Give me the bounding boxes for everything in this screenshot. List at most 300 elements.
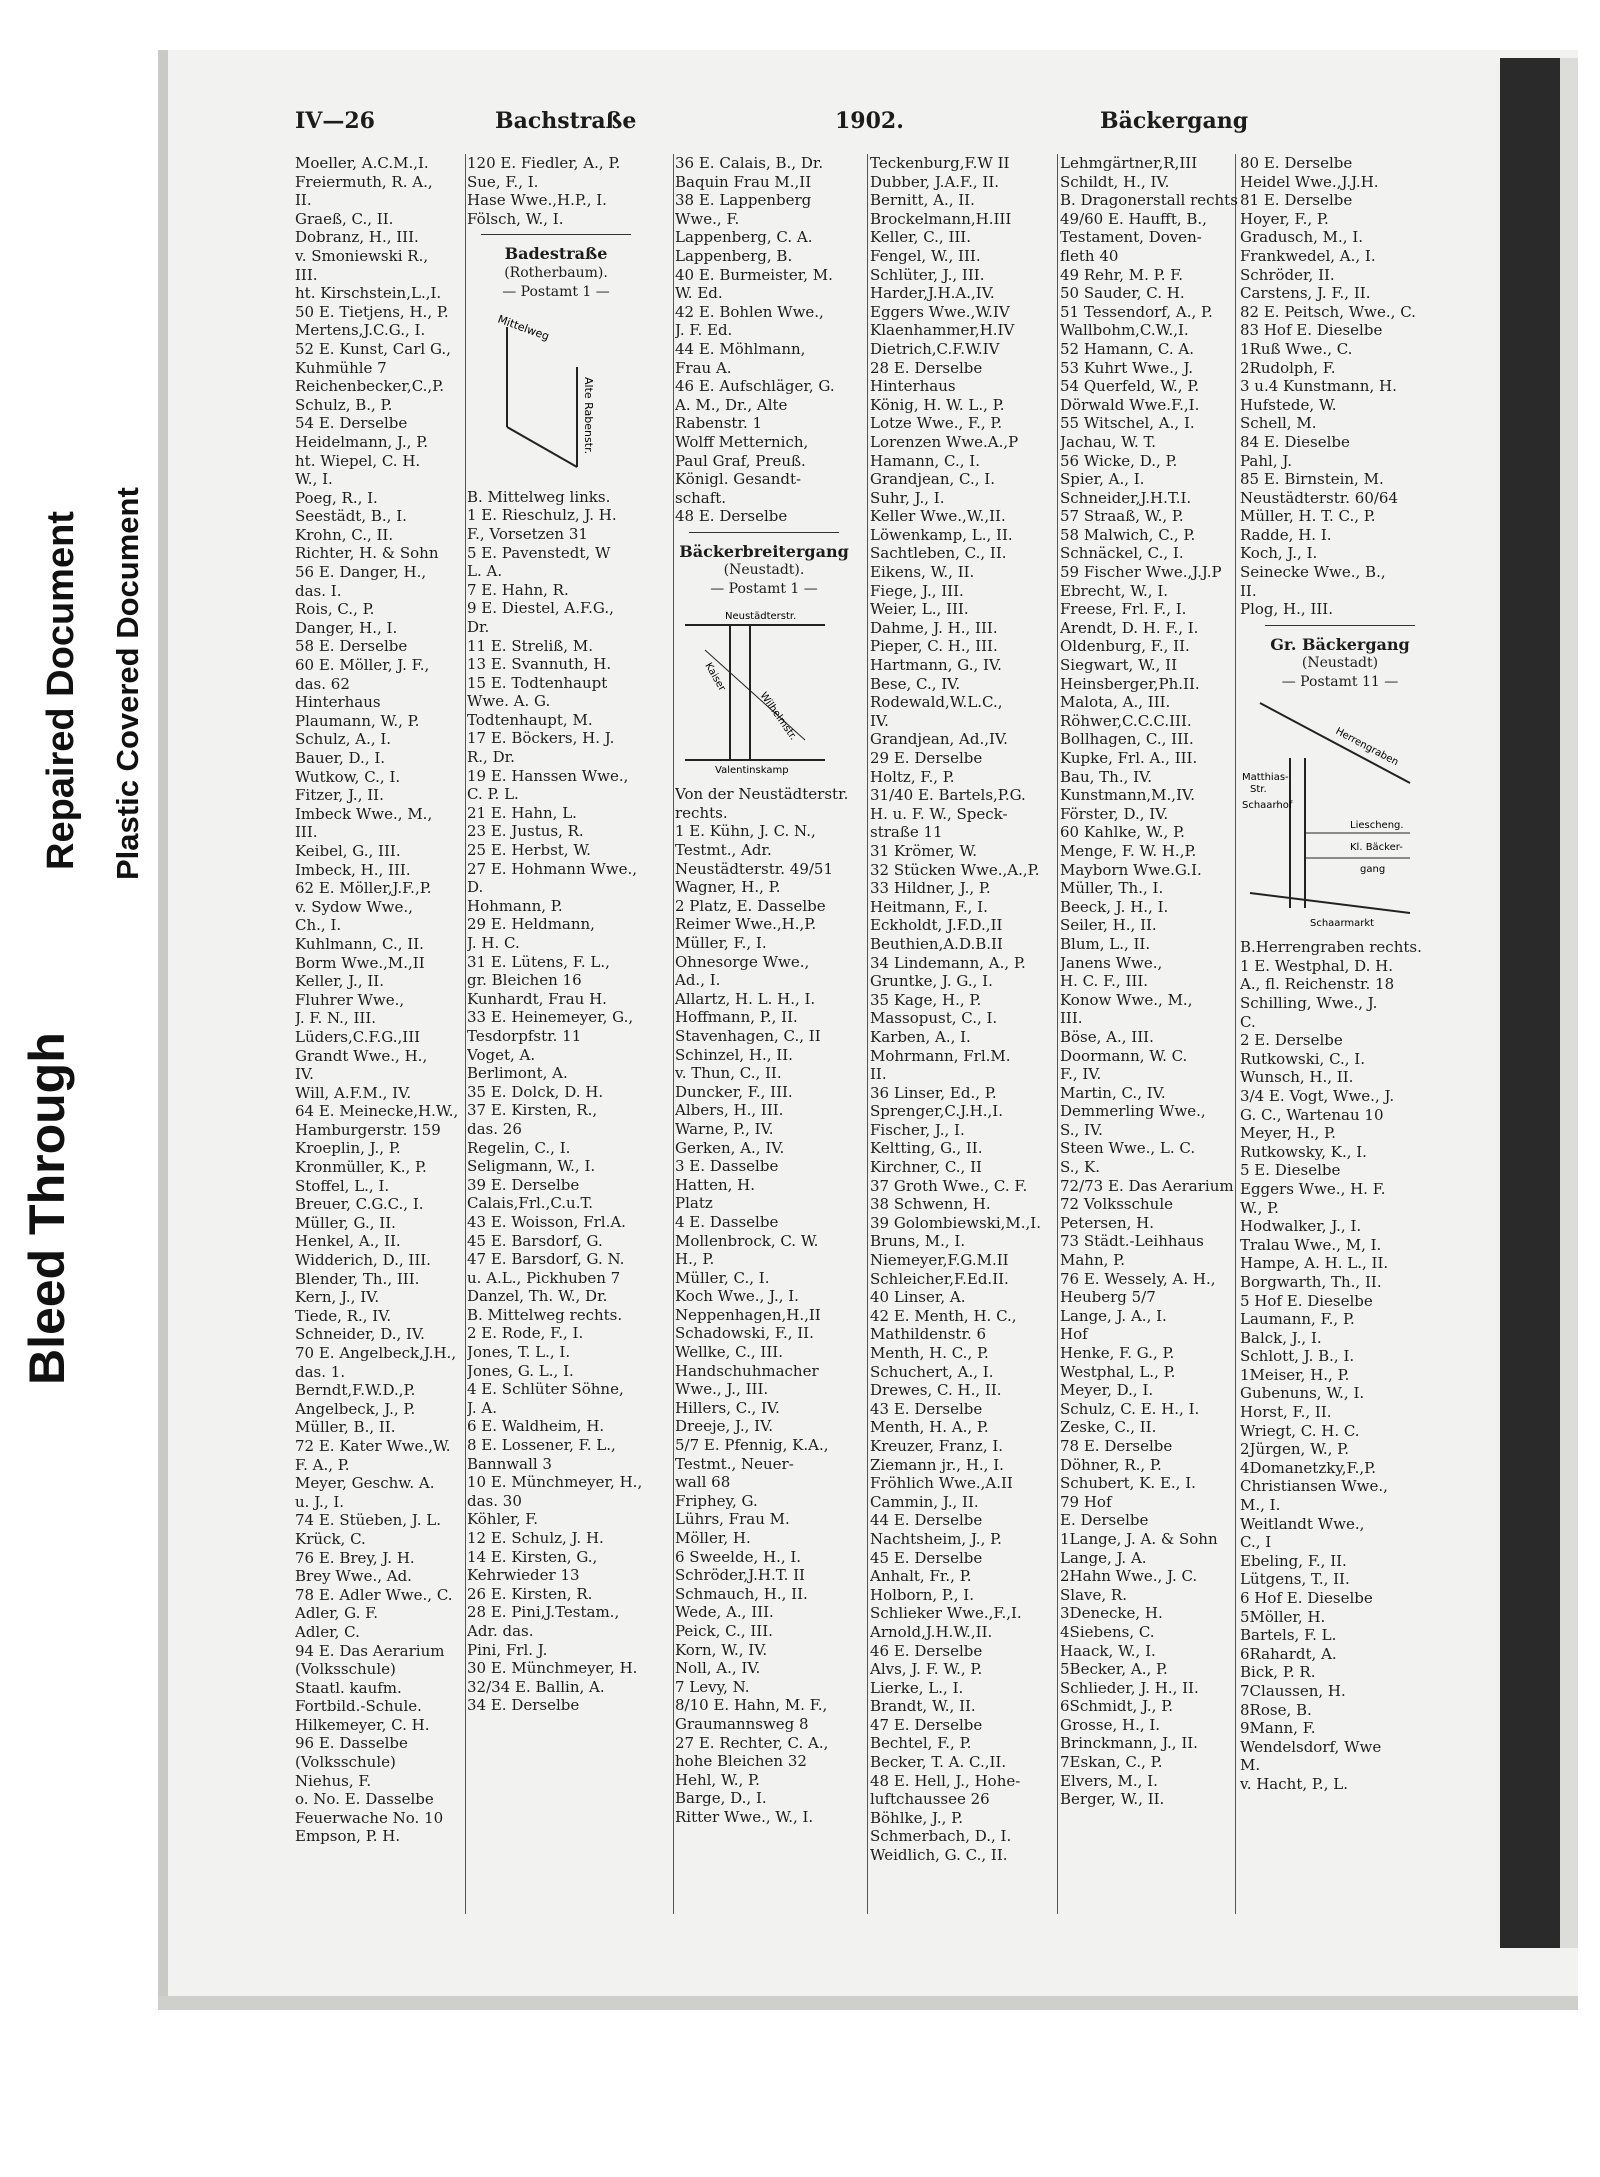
- directory-entry: Dobranz, H., III.: [295, 228, 419, 247]
- directory-entry: Schlüter, J., III.: [870, 265, 985, 284]
- directory-entry: 25 E. Herbst, W.: [467, 841, 591, 860]
- directory-entry: Döhner, R., P.: [1060, 1455, 1162, 1474]
- directory-entry: 76 E. Wessely, A. H.,: [1060, 1269, 1216, 1288]
- directory-entry: Müller, H. T. C., P.: [1240, 507, 1376, 526]
- directory-entry: S., K.: [1060, 1158, 1101, 1177]
- directory-entry: Lorenzen Wwe.A.,P: [870, 432, 1019, 451]
- directory-entry: Teckenburg,F.W II: [870, 154, 1010, 172]
- directory-entry: Sachtleben, C., II.: [870, 544, 1007, 563]
- directory-entry: Schnäckel, C., I.: [1060, 544, 1184, 563]
- directory-entry: Massopust, C., I.: [870, 1009, 998, 1028]
- directory-entry: Hatten, H.: [675, 1175, 756, 1194]
- map-label: Herrengraben: [1333, 725, 1401, 768]
- directory-entry: Königl. Gesandt-: [675, 470, 802, 489]
- directory-entry: luftchaussee 26: [870, 1790, 990, 1809]
- directory-entry: Fengel, W., III.: [870, 246, 981, 265]
- directory-entry: 7Claussen, H.: [1240, 1681, 1346, 1700]
- directory-entry: Von der Neustädterstr.: [675, 785, 849, 804]
- directory-entry: rechts.: [675, 803, 728, 822]
- directory-entry: Mayborn Wwe.G.I.: [1060, 860, 1202, 879]
- directory-entry: 44 E. Derselbe: [870, 1511, 983, 1530]
- directory-entry: o. No. E. Dasselbe: [295, 1790, 434, 1809]
- directory-entry: 50 Sauder, C. H.: [1060, 284, 1185, 303]
- directory-entry: 50 E. Tietjens, H., P.: [295, 302, 449, 321]
- label-bleed-through: Bleed Through: [19, 1032, 75, 1385]
- scan-edge-strip: [1560, 58, 1578, 1948]
- directory-entry: 31 Krömer, W.: [870, 841, 977, 860]
- column-6-bottom: [1240, 938, 1440, 1793]
- directory-entry: Grandjean, Ad.,IV.: [870, 730, 1008, 749]
- directory-entry: Steen Wwe., L. C.: [1060, 1139, 1196, 1158]
- directory-entry: Bau, Th., IV.: [1060, 767, 1153, 786]
- directory-entry: III.: [1060, 1009, 1083, 1028]
- directory-entry: Kunstmann,M.,IV.: [1060, 786, 1195, 805]
- directory-entry: Hinterhaus: [870, 377, 956, 396]
- directory-entry: Schulz, C. E. H., I.: [1060, 1399, 1200, 1418]
- directory-entry: Wunsch, H., II.: [1240, 1068, 1354, 1087]
- directory-entry: 27 E. Hohmann Wwe.,: [467, 859, 638, 878]
- directory-entry: Graeß, C., II.: [295, 209, 394, 228]
- directory-entry: 34 E. Derselbe: [467, 1696, 580, 1715]
- directory-entry: Todtenhaupt, M.: [467, 710, 593, 729]
- directory-entry: Gruntke, J. G., I.: [870, 972, 993, 991]
- directory-entry: Becker, T. A. C.,II.: [870, 1753, 1007, 1772]
- directory-entry: Plog, H., III.: [1240, 600, 1333, 619]
- directory-entry: Schmauch, H., II.: [675, 1584, 808, 1603]
- directory-entry: Grosse, H., I.: [1060, 1715, 1161, 1734]
- directory-entry: 3 u.4 Kunstmann, H.: [1240, 377, 1397, 396]
- directory-entry: Berger, W., II.: [1060, 1790, 1165, 1809]
- directory-entry: Empson, P. H.: [295, 1827, 401, 1846]
- directory-entry: 19 E. Hanssen Wwe.,: [467, 766, 629, 785]
- directory-entry: Dahme, J. H., III.: [870, 618, 998, 637]
- directory-entry: 58 Malwich, C., P.: [1060, 525, 1196, 544]
- directory-entry: M., I.: [1240, 1496, 1281, 1515]
- directory-entry: J. F. N., III.: [295, 1009, 377, 1028]
- directory-entry: Adler, C.: [295, 1622, 360, 1641]
- directory-entry: Schubert, K. E., I.: [1060, 1474, 1196, 1493]
- directory-entry: 46 E. Aufschläger, G.: [675, 377, 835, 396]
- directory-entry: Tesdorpfstr. 11: [467, 1026, 582, 1045]
- directory-entry: 7 E. Hahn, R.: [467, 580, 569, 599]
- directory-entry: 9 E. Diestel, A.F.G.,: [467, 599, 614, 618]
- directory-entry: B. Mittelweg links.: [467, 487, 611, 506]
- directory-entry: Seiler, H., II.: [1060, 916, 1157, 935]
- directory-entry: 38 Schwenn, H.: [870, 1195, 991, 1214]
- column-2: [467, 154, 645, 1715]
- directory-entry: Jones, G. L., I.: [467, 1361, 574, 1380]
- directory-entry: Handschuhmacher: [675, 1361, 819, 1380]
- directory-entry: Müller, G., II.: [295, 1213, 396, 1232]
- gr-baeckergang-street-map: [1240, 698, 1420, 928]
- directory-entry: 45 E. Barsdorf, G.: [467, 1231, 603, 1250]
- directory-entry: 84 E. Dieselbe: [1240, 432, 1350, 451]
- directory-entry: Beeck, J. H., I.: [1060, 897, 1169, 916]
- baeckerbreitergang-street-map: [675, 605, 835, 775]
- directory-entry: Heitmann, F., I.: [870, 897, 988, 916]
- directory-entry: Kunhardt, Frau H.: [467, 989, 607, 1008]
- directory-entry: 26 E. Kirsten, R.: [467, 1584, 593, 1603]
- directory-entry: Jones, T. L., I.: [467, 1343, 571, 1362]
- directory-entry: 76 E. Brey, J. H.: [295, 1548, 415, 1567]
- directory-entry: Ebrecht, W., I.: [1060, 581, 1169, 600]
- directory-entry: B.Herrengraben rechts.: [1240, 938, 1422, 957]
- directory-entry: Dubber, J.A.F., II.: [870, 172, 1000, 191]
- directory-entry: 54 Querfeld, W., P.: [1060, 377, 1200, 396]
- directory-entry: Koch Wwe., J., I.: [675, 1287, 799, 1306]
- directory-entry: Wendelsdorf, Wwe: [1240, 1737, 1382, 1756]
- column-1: [295, 154, 473, 1846]
- directory-entry: Hillers, C., IV.: [675, 1398, 780, 1417]
- directory-entry: II.: [870, 1065, 887, 1084]
- directory-entry: B. Mittelweg rechts.: [467, 1305, 623, 1324]
- directory-entry: Dr.: [467, 617, 490, 636]
- directory-entry: Weier, L., III.: [870, 600, 969, 619]
- directory-entry: Suhr, J., I.: [870, 488, 945, 507]
- directory-entry: Neustädterstr. 60/64: [1240, 488, 1399, 507]
- directory-entry: 81 E. Derselbe: [1240, 191, 1353, 210]
- directory-entry: Bartels, F. L.: [1240, 1626, 1337, 1645]
- directory-entry: 79 Hof: [1060, 1492, 1112, 1511]
- page-code: IV—26: [295, 108, 375, 134]
- directory-entry: 5 E. Dieselbe: [1240, 1161, 1341, 1180]
- directory-entry: Gradusch, M., I.: [1240, 228, 1364, 247]
- directory-entry: 31/40 E. Bartels,P.G.: [870, 786, 1026, 805]
- directory-entry: Wagner, H., P.: [675, 878, 781, 897]
- directory-entry: Warne, P., IV.: [675, 1119, 774, 1138]
- directory-entry: 2Rudolph, F.: [1240, 358, 1336, 377]
- directory-entry: Möller, H.: [675, 1529, 751, 1547]
- directory-entry: Heidelmann, J., P.: [295, 432, 429, 451]
- directory-entry: wall 68: [675, 1473, 731, 1492]
- directory-entry: Hehl, W., P.: [675, 1770, 760, 1789]
- directory-entry: Berlimont, A.: [467, 1064, 568, 1083]
- directory-entry: Lange, J. A., I.: [1060, 1306, 1167, 1325]
- directory-entry: C., I: [1240, 1533, 1272, 1552]
- directory-entry: 37 Groth Wwe., C. F.: [870, 1176, 1028, 1195]
- directory-entry: Doormann, W. C.: [1060, 1046, 1188, 1065]
- directory-entry: König, H. W. L., P.: [870, 395, 1005, 414]
- directory-entry: gr. Bleichen 16: [467, 971, 582, 990]
- column-6-top: [1240, 154, 1440, 619]
- map-label: Liescheng.: [1350, 819, 1404, 831]
- directory-entry: Anhalt, Fr., P.: [870, 1567, 972, 1586]
- directory-entry: II.: [1240, 581, 1257, 600]
- directory-entry: 44 E. Möhlmann,: [675, 339, 806, 358]
- map-road: [1260, 703, 1410, 783]
- directory-entry: Frankwedel, A., I.: [1240, 246, 1376, 265]
- directory-entry: Fortbild.-Schule.: [295, 1697, 422, 1716]
- directory-entry: Krück, C.: [295, 1529, 366, 1548]
- directory-entry: Wwe. A. G.: [467, 692, 551, 711]
- directory-entry: Hampe, A. H. L., II.: [1240, 1254, 1389, 1273]
- directory-entry: Wwe., F.: [675, 209, 740, 228]
- directory-entry: Gerken, A., IV.: [675, 1138, 785, 1157]
- map-label: Alte Rabenstr.: [582, 377, 595, 455]
- directory-entry: 1Lange, J. A. & Sohn: [1060, 1529, 1218, 1548]
- column-3-top: [675, 154, 853, 526]
- directory-entry: 42 E. Menth, H. C.,: [870, 1306, 1017, 1325]
- directory-entry: Niehus, F.: [295, 1771, 372, 1790]
- directory-entry: Rodewald,W.L.C.,: [870, 693, 1003, 712]
- directory-entry: 39 Golombiewski,M.,I.: [870, 1213, 1041, 1232]
- directory-entry: Eggers Wwe.,W.IV: [870, 302, 1010, 321]
- directory-entry: L. A.: [467, 562, 503, 581]
- directory-entry: Gubenuns, W., I.: [1240, 1384, 1365, 1403]
- directory-entry: Cammin, J., II.: [870, 1492, 979, 1511]
- directory-entry: 10 E. Münchmeyer, H.,: [467, 1473, 643, 1492]
- directory-entry: Schadowski, F., II.: [675, 1324, 814, 1343]
- directory-entry: 52 E. Kunst, Carl G.,: [295, 339, 451, 358]
- directory-entry: Müller, C., I.: [675, 1268, 770, 1287]
- directory-entry: Fiege, J., III.: [870, 581, 964, 600]
- directory-entry: Lierke, L., I.: [870, 1678, 964, 1697]
- directory-entry: Slave, R.: [1060, 1585, 1127, 1604]
- directory-entry: 5Möller, H.: [1240, 1607, 1326, 1626]
- directory-entry: Fischer, J., I.: [870, 1120, 965, 1139]
- directory-entry: Kronmüller, K., P.: [295, 1158, 427, 1177]
- directory-entry: Hodwalker, J., I.: [1240, 1217, 1362, 1236]
- directory-entry: Wriegt, C. H. C.: [1240, 1421, 1360, 1440]
- directory-entry: J. A.: [467, 1398, 497, 1417]
- directory-entry: Tralau Wwe., M, I.: [1240, 1235, 1382, 1254]
- directory-entry: 21 E. Hahn, L.: [467, 803, 577, 822]
- directory-entry: Schleicher,F.Ed.II.: [870, 1269, 1009, 1288]
- directory-entry: v. Hacht, P., L.: [1240, 1774, 1348, 1793]
- directory-entry: 48 E. Derselbe: [675, 507, 788, 526]
- directory-entry: das. 26: [467, 1119, 522, 1138]
- directory-entry: 60 Kahlke, W., P.: [1060, 823, 1185, 842]
- directory-entry: 11 E. Streliß, M.: [467, 636, 593, 655]
- directory-entry: 32 Stücken Wwe.,A.,P.: [870, 860, 1040, 879]
- directory-entry: 51 Tessendorf, A., P.: [1060, 302, 1213, 321]
- directory-entry: Allartz, H. L. H., I.: [675, 989, 816, 1008]
- directory-entry: Ohnesorge Wwe.,: [675, 952, 810, 971]
- directory-entry: Westphal, L., P.: [1060, 1362, 1176, 1381]
- directory-entry: H., P.: [675, 1250, 715, 1269]
- directory-entry: straße 11: [870, 823, 943, 842]
- directory-entry: Kehrwieder 13: [467, 1566, 580, 1585]
- directory-entry: 35 E. Dolck, D. H.: [467, 1082, 604, 1101]
- baeckerbreitergang-district: (Neustadt).: [723, 562, 805, 579]
- directory-entry: 6 Sweelde, H., I.: [675, 1547, 802, 1566]
- directory-entry: (Volksschule): [295, 1660, 396, 1679]
- directory-entry: Hoffmann, P., II.: [675, 1008, 798, 1027]
- directory-entry: C. P. L.: [467, 785, 519, 804]
- directory-entry: Korn, W., IV.: [675, 1640, 768, 1659]
- directory-entry: Christiansen Wwe.,: [1240, 1477, 1388, 1496]
- directory-entry: 40 Linser, A.: [870, 1288, 966, 1307]
- directory-entry: Mertens,J.C.G., I.: [295, 321, 426, 340]
- directory-entry: 4Siebens, C.: [1060, 1622, 1155, 1641]
- directory-entry: 56 E. Danger, H.,: [295, 563, 427, 582]
- directory-entry: Schlieker Wwe.,F.,I.: [870, 1604, 1022, 1623]
- directory-entry: IV.: [295, 1065, 314, 1084]
- directory-entry: Wutkow, C., I.: [295, 767, 401, 786]
- directory-entry: Kreuzer, Franz, I.: [870, 1436, 1004, 1455]
- directory-entry: 85 E. Birnstein, M.: [1240, 470, 1384, 489]
- directory-entry: 64 E. Meinecke,H.W.,: [295, 1102, 459, 1121]
- directory-entry: Rutkowski, C., I.: [1240, 1049, 1366, 1068]
- directory-entry: Noll, A., IV.: [675, 1659, 761, 1678]
- directory-entry: Tiede, R., IV.: [295, 1306, 392, 1325]
- directory-entry: 6 Hof E. Dieselbe: [1240, 1589, 1373, 1607]
- directory-entry: Eckholdt, J.F.D.,II: [870, 916, 1003, 935]
- map-road: [507, 427, 577, 467]
- directory-entry: Keller, J., II.: [295, 972, 384, 991]
- directory-entry: Stavenhagen, C., II: [675, 1026, 821, 1045]
- directory-entry: 8 E. Lossener, F. L.,: [467, 1436, 616, 1455]
- directory-entry: Bruns, M., I.: [870, 1232, 966, 1251]
- directory-entry: 9Mann, F.: [1240, 1719, 1316, 1738]
- directory-entry: Lütgens, T., II.: [1240, 1570, 1350, 1589]
- directory-entry: Voget, A.: [467, 1045, 536, 1064]
- directory-entry: Dörwald Wwe.F.,I.: [1060, 395, 1200, 414]
- directory-entry: Koch, J., I.: [1240, 544, 1318, 563]
- directory-entry: Seligmann, W., I.: [467, 1157, 596, 1176]
- column-divider: [673, 154, 674, 1914]
- directory-entry: Platz: [675, 1194, 713, 1213]
- column-2-bottom: [467, 488, 645, 1715]
- directory-entry: H. C. F., III.: [1060, 972, 1149, 991]
- section-rule: [689, 532, 839, 533]
- directory-entry: Hohmann, P.: [467, 896, 563, 915]
- directory-entry: Lüders,C.F.G.,III: [295, 1027, 421, 1046]
- directory-entry: fleth 40: [1060, 246, 1119, 265]
- directory-entry: Widderich, D., III.: [295, 1251, 431, 1270]
- directory-entry: Lappenberg, C. A.: [675, 228, 813, 247]
- directory-entry: 8Rose, B.: [1240, 1700, 1312, 1719]
- directory-entry: Bechtel, F., P.: [870, 1734, 972, 1753]
- directory-entry: Dreeje, J., IV.: [675, 1417, 774, 1436]
- directory-entry: Poeg, R., I.: [295, 488, 378, 507]
- column-5: [1060, 154, 1238, 1809]
- directory-entry: 1 E. Westphal, D. H.: [1240, 956, 1394, 975]
- map-label: Str.: [1250, 783, 1267, 795]
- directory-entry: Ad., I.: [675, 971, 721, 990]
- map-label: Wilhelmstr.: [757, 690, 799, 743]
- directory-entry: 42 E. Bohlen Wwe.,: [675, 302, 824, 321]
- directory-entry: ht. Wiepel, C. H.: [295, 451, 421, 470]
- badestrasse-district: (Rotherbaum).: [504, 264, 608, 281]
- directory-entry: S., IV.: [1060, 1120, 1103, 1139]
- directory-entry: das. 1.: [295, 1362, 346, 1381]
- directory-entry: 4 E. Dasselbe: [675, 1212, 779, 1231]
- directory-entry: Fitzer, J., II.: [295, 786, 384, 805]
- map-label: Schaarmarkt: [1310, 917, 1375, 928]
- directory-entry: v. Smoniewski R.,: [295, 246, 429, 265]
- directory-entry: das. 30: [467, 1491, 522, 1510]
- map-road: [1250, 893, 1410, 913]
- directory-entry: 48 E. Hell, J., Hohe-: [870, 1771, 1021, 1790]
- directory-entry: Krohn, C., II.: [295, 525, 394, 544]
- scan-shadow: [158, 50, 168, 2010]
- directory-entry: Eggers Wwe., H. F.: [1240, 1179, 1386, 1198]
- directory-entry: Löwenkamp, L., II.: [870, 525, 1013, 544]
- directory-entry: Müller, B., II.: [295, 1418, 396, 1437]
- directory-entry: Lehmgärtner,R,III: [1060, 154, 1198, 172]
- directory-entry: 23 E. Justus, R.: [467, 822, 584, 841]
- directory-entry: Friphey, G.: [675, 1491, 758, 1510]
- directory-entry: Schilling, Wwe., J.: [1240, 994, 1378, 1012]
- directory-entry: Förster, D., IV.: [1060, 804, 1169, 823]
- directory-entry: W. Ed.: [675, 284, 723, 303]
- directory-entry: Brandt, W., II.: [870, 1697, 976, 1716]
- directory-entry: Schulz, B., P.: [295, 395, 393, 414]
- directory-entry: Eikens, W., II.: [870, 563, 975, 582]
- directory-entry: das. I.: [295, 581, 342, 600]
- directory-entry: Dietrich,C.F.W.IV: [870, 339, 1000, 358]
- column-6: [1240, 154, 1440, 1794]
- directory-entry: 28 E. Pini,J.Testam.,: [467, 1603, 620, 1622]
- directory-entry: E. Derselbe: [1060, 1511, 1149, 1530]
- directory-entry: Laumann, F., P.: [1240, 1310, 1355, 1329]
- directory-entry: Feuerwache No. 10: [295, 1808, 444, 1827]
- directory-entry: Hilkemeyer, C. H.: [295, 1715, 430, 1734]
- directory-entry: 53 Kuhrt Wwe., J.: [1060, 358, 1194, 377]
- directory-entry: 94 E. Das Aerarium: [295, 1641, 445, 1660]
- directory-entry: Hase Wwe.,H.P., I.: [467, 191, 607, 210]
- directory-entry: Keller Wwe.,W.,II.: [870, 507, 1006, 526]
- directory-entry: 57 Straaß, W., P.: [1060, 507, 1184, 526]
- directory-entry: 83 Hof E. Dieselbe: [1240, 321, 1383, 340]
- directory-entry: Testament, Doven-: [1060, 228, 1202, 247]
- directory-entry: Pahl, J.: [1240, 451, 1292, 470]
- directory-entry: Arendt, D. H. F., I.: [1060, 618, 1199, 637]
- directory-entry: Keltting, G., II.: [870, 1139, 983, 1158]
- directory-entry: Heuberg 5/7: [1060, 1288, 1156, 1307]
- directory-entry: Hufstede, W.: [1240, 395, 1337, 414]
- directory-entry: Borgwarth, Th., II.: [1240, 1272, 1382, 1291]
- directory-entry: Fröhlich Wwe.,A.II: [870, 1474, 1013, 1493]
- directory-entry: Schneider,J.H.T.I.: [1060, 488, 1192, 507]
- directory-entry: Wolff Metternich,: [675, 432, 809, 451]
- directory-entry: 82 E. Peitsch, Wwe., C.: [1240, 302, 1416, 321]
- directory-entry: 6Rahardt, A.: [1240, 1644, 1337, 1663]
- directory-entry: 39 E. Derselbe: [467, 1175, 580, 1194]
- directory-entry: Lappenberg, B.: [675, 246, 793, 265]
- directory-entry: 78 E. Adler Wwe., C.: [295, 1585, 453, 1604]
- directory-entry: Böse, A., III.: [1060, 1027, 1154, 1046]
- baeckerbreitergang-postamt: — Postamt 1 —: [710, 581, 818, 598]
- directory-entry: Neustädterstr. 49/51: [675, 859, 834, 878]
- map-label: Valentinskamp: [715, 764, 789, 775]
- directory-entry: Wallbohm,C.W.,I.: [1060, 321, 1189, 340]
- directory-page: [295, 108, 1422, 1912]
- directory-entry: 4Domanetzky,F.,P.: [1240, 1458, 1377, 1477]
- directory-entry: Imbeck, H., III.: [295, 860, 411, 879]
- directory-entry: Schröder,J.H.T. II: [675, 1566, 805, 1585]
- directory-entry: Grandjean, C., I.: [870, 470, 995, 489]
- directory-entry: Martin, C., IV.: [1060, 1083, 1166, 1102]
- map-label: gang: [1360, 863, 1386, 875]
- directory-entry: III.: [295, 823, 318, 842]
- directory-entry: 43 E. Derselbe: [870, 1399, 983, 1418]
- badestrasse-street-map: [467, 307, 627, 477]
- directory-entry: Janens Wwe.,: [1060, 953, 1163, 972]
- directory-entry: Bick, P. R.: [1240, 1663, 1316, 1682]
- directory-entry: Ch., I.: [295, 916, 342, 935]
- directory-entry: Kuhmühle 7: [295, 358, 387, 377]
- directory-entry: Alvs, J. F. W., P.: [870, 1660, 983, 1679]
- directory-entry: hohe Bleichen 32: [675, 1752, 807, 1771]
- directory-entry: 72 E. Kater Wwe.,W.: [295, 1436, 451, 1455]
- directory-entry: Jachau, W. T.: [1060, 432, 1157, 451]
- directory-entry: Sue, F., I.: [467, 172, 539, 191]
- directory-entry: Malota, A., III.: [1060, 693, 1171, 712]
- directory-entry: Mohrmann, Frl.M.: [870, 1046, 1011, 1065]
- directory-entry: 8/10 E. Hahn, M. F.,: [675, 1696, 828, 1715]
